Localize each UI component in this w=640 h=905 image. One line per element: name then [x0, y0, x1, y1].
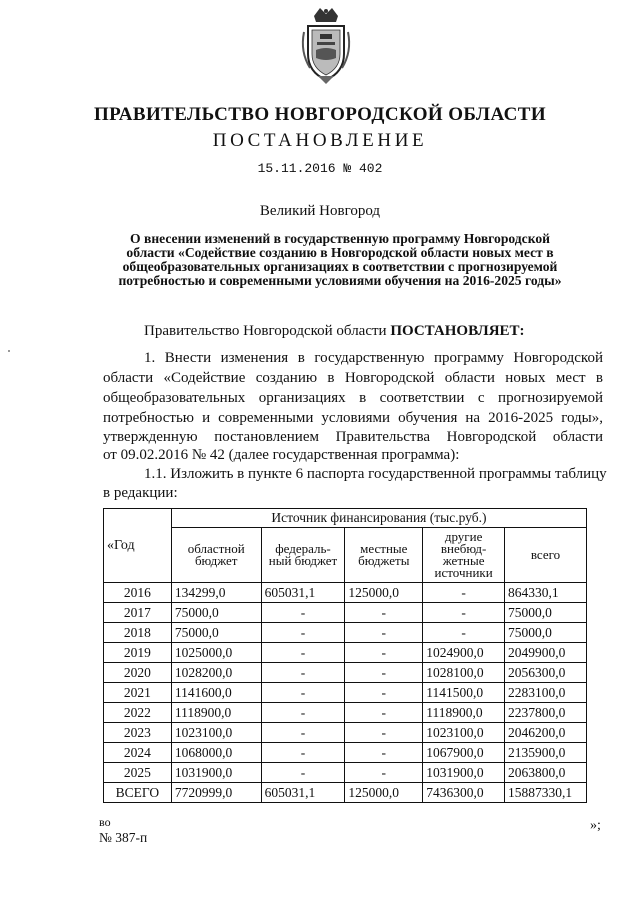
value-cell: - — [345, 663, 423, 683]
value-cell: - — [345, 603, 423, 623]
value-cell: 2056300,0 — [505, 663, 587, 683]
title-line: общеобразовательных организациях в соответствии с прогнозируемой — [122, 259, 558, 274]
item1-line: общеобразовательных организациях в соответствии с прогнозируемой — [103, 390, 603, 406]
item11-line: 1.1. Изложить в пункте 6 паспорта государственной программы таблицу — [144, 466, 607, 482]
value-cell: 605031,1 — [261, 783, 345, 803]
value-cell: 125000,0 — [345, 583, 423, 603]
year-header: «Год — [104, 509, 172, 583]
value-cell: 75000,0 — [505, 623, 587, 643]
column-header: местные бюджеты — [345, 528, 423, 583]
item1-line: области «Содействие созданию в Новгородской области новых мест в — [103, 370, 603, 386]
value-cell: 1141500,0 — [423, 683, 505, 703]
value-cell: - — [345, 763, 423, 783]
value-cell: 605031,1 — [261, 583, 345, 603]
novgorod-coat-of-arms-icon — [296, 2, 356, 86]
table-row — [104, 743, 587, 763]
year-cell: 2018 — [104, 623, 172, 643]
title-line: О внесении изменений в государственную программу Новгородской — [130, 231, 550, 246]
decree-intro-bold: ПОСТАНОВЛЯЕТ: — [390, 323, 525, 339]
value-cell: - — [423, 623, 505, 643]
item1-line: 1. Внести изменения в государственную программу Новгородской — [144, 350, 603, 366]
value-cell: 2283100,0 — [505, 683, 587, 703]
table-row — [104, 623, 587, 643]
value-cell: - — [261, 663, 345, 683]
column-header: федераль-ный бюджет — [261, 528, 345, 583]
year-cell: 2016 — [104, 583, 172, 603]
year-cell: 2025 — [104, 763, 172, 783]
footer-vo: во — [99, 815, 111, 829]
closing-quote: »; — [590, 818, 601, 833]
value-cell: 134299,0 — [171, 583, 261, 603]
value-cell: - — [345, 643, 423, 663]
document-type: ПОСТАНОВЛЕНИЕ — [212, 130, 428, 151]
table-row — [104, 583, 587, 603]
table-row — [104, 603, 587, 623]
year-cell: 2022 — [104, 703, 172, 723]
value-cell: 1068000,0 — [171, 743, 261, 763]
value-cell: 2135900,0 — [505, 743, 587, 763]
government-name: ПРАВИТЕЛЬСТВО НОВГОРОДСКОЙ ОБЛАСТИ — [94, 104, 546, 125]
value-cell: 1028100,0 — [423, 663, 505, 683]
value-cell: - — [423, 583, 505, 603]
table-row — [104, 643, 587, 663]
year-cell: 2019 — [104, 643, 172, 663]
value-cell: 1031900,0 — [423, 763, 505, 783]
year-cell: 2017 — [104, 603, 172, 623]
value-cell: 1141600,0 — [171, 683, 261, 703]
city: Великий Новгород — [259, 203, 381, 219]
value-cell: 75000,0 — [171, 623, 261, 643]
value-cell: - — [261, 743, 345, 763]
value-cell: 1067900,0 — [423, 743, 505, 763]
value-cell: 2063800,0 — [505, 763, 587, 783]
value-cell: - — [423, 603, 505, 623]
financing-table — [103, 508, 587, 803]
value-cell: 864330,1 — [505, 583, 587, 603]
value-cell: 1025000,0 — [171, 643, 261, 663]
table-row — [104, 683, 587, 703]
item1-line: потребностью и современными условиями обучения на 2016-2025 годы», — [103, 410, 603, 426]
value-cell: 1023100,0 — [171, 723, 261, 743]
value-cell: 7436300,0 — [423, 783, 505, 803]
table-row — [104, 763, 587, 783]
value-cell: - — [345, 743, 423, 763]
item1-line: утвержденную постановлением Правительства Новгородской области — [103, 429, 603, 445]
date-number: 15.11.2016 № 402 — [257, 161, 383, 176]
value-cell: - — [261, 623, 345, 643]
title-line: потребностью и современными условиями обучения на 2016-2025 годы» — [118, 273, 562, 288]
item1-line: от 09.02.2016 № 42 (далее государственная программа): — [103, 447, 460, 463]
value-cell: 125000,0 — [345, 783, 423, 803]
title-line: области «Содействие созданию в Новгородской области новых мест в — [126, 245, 554, 260]
decree-intro-text: Правительство Новгородской области — [144, 323, 391, 339]
value-cell: 1031900,0 — [171, 763, 261, 783]
footer-doc-number: № 387-п — [99, 830, 148, 845]
year-cell: 2023 — [104, 723, 172, 743]
value-cell: 1028200,0 — [171, 663, 261, 683]
value-cell: - — [261, 683, 345, 703]
decree-intro — [144, 323, 525, 340]
year-cell: ВСЕГО — [104, 783, 172, 803]
value-cell: 2046200,0 — [505, 723, 587, 743]
document-title — [100, 232, 580, 288]
value-cell: - — [345, 723, 423, 743]
value-cell: - — [345, 703, 423, 723]
column-header: областной бюджет — [171, 528, 261, 583]
value-cell: - — [261, 723, 345, 743]
value-cell: 1024900,0 — [423, 643, 505, 663]
item11-line: в редакции: — [103, 485, 178, 501]
column-header: всего — [505, 528, 587, 583]
value-cell: 15887330,1 — [505, 783, 587, 803]
value-cell: - — [261, 763, 345, 783]
value-cell: 1023100,0 — [423, 723, 505, 743]
year-cell: 2024 — [104, 743, 172, 763]
value-cell: 7720999,0 — [171, 783, 261, 803]
funding-source-header: Источник финансирования (тыс.руб.) — [171, 509, 586, 528]
value-cell: - — [261, 603, 345, 623]
value-cell: 2237800,0 — [505, 703, 587, 723]
table-row — [104, 663, 587, 683]
value-cell: 75000,0 — [505, 603, 587, 623]
scan-speck — [8, 350, 10, 352]
value-cell: - — [261, 643, 345, 663]
value-cell: - — [261, 703, 345, 723]
year-cell: 2021 — [104, 683, 172, 703]
table-row — [104, 783, 587, 803]
value-cell: 2049900,0 — [505, 643, 587, 663]
value-cell: 75000,0 — [171, 603, 261, 623]
table-row — [104, 703, 587, 723]
table-row — [104, 723, 587, 743]
value-cell: 1118900,0 — [171, 703, 261, 723]
column-header: другие внебюд-жетные источники — [423, 528, 505, 583]
year-cell: 2020 — [104, 663, 172, 683]
value-cell: - — [345, 623, 423, 643]
value-cell: 1118900,0 — [423, 703, 505, 723]
value-cell: - — [345, 683, 423, 703]
